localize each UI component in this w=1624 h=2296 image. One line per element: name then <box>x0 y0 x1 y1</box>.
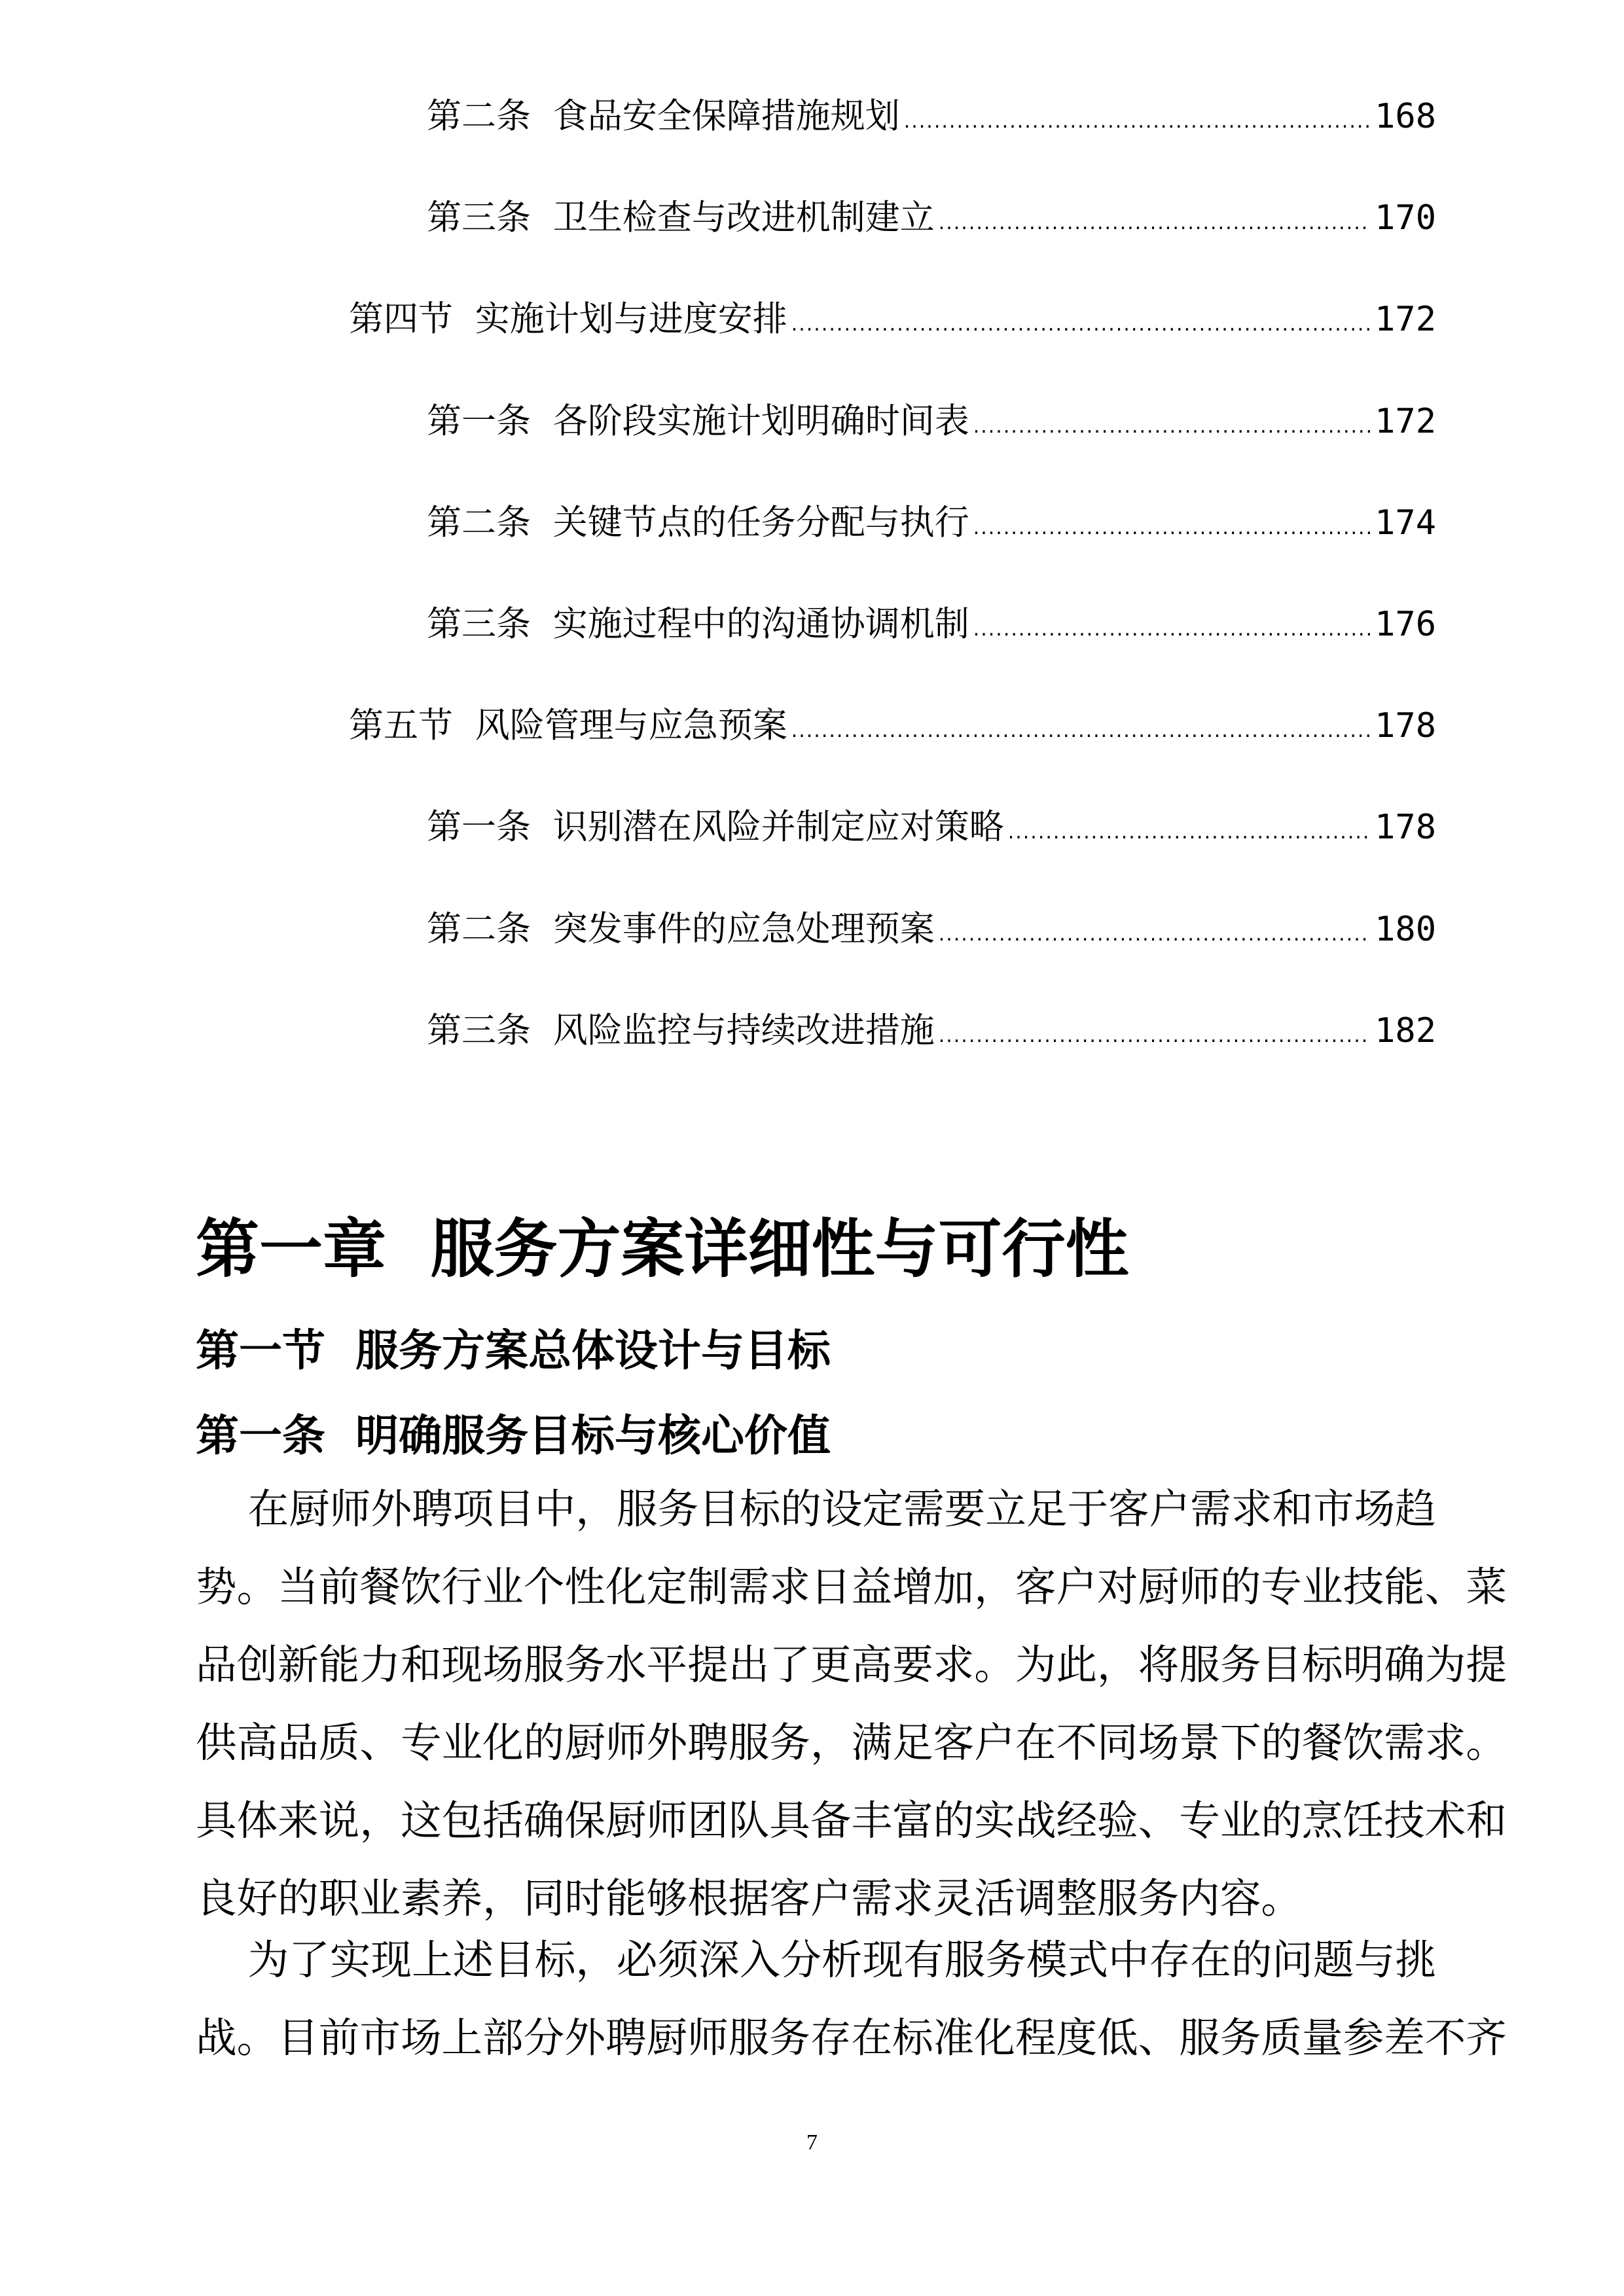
toc-leader-dots <box>973 618 1371 641</box>
toc-entry[interactable] <box>427 495 1436 541</box>
paragraph-line: 品创新能力和现场服务水平提出了更高要求。为此，将服务目标明确为提 <box>196 1641 1507 1689</box>
article-title: 第一条 明确服务目标与核心价值 <box>196 1410 831 1461</box>
toc-entry[interactable] <box>427 596 1436 642</box>
toc-leader-dots <box>791 313 1371 336</box>
toc-entry-page: 172 <box>1375 300 1436 340</box>
toc-leader-dots <box>939 923 1371 946</box>
toc-entry-label: 第二条 突发事件的应急处理预案 <box>427 908 935 949</box>
paragraph-line: 具体来说，这包括确保厨师团队具备丰富的实战经验、专业的烹饪技术和 <box>196 1797 1507 1844</box>
chapter-title: 第一章 服务方案详细性与可行性 <box>196 1212 1129 1286</box>
toc-entry-page: 174 <box>1375 503 1436 543</box>
paragraph-line: 势。当前餐饮行业个性化定制需求日益增加，客户对厨师的专业技能、菜 <box>196 1563 1507 1611</box>
toc-entry[interactable] <box>427 393 1436 439</box>
toc-entry-page: 182 <box>1375 1011 1436 1050</box>
toc-leader-dots <box>904 110 1371 133</box>
toc-entry-page: 176 <box>1375 605 1436 644</box>
paragraph-line: 良好的职业素养，同时能够根据客户需求灵活调整服务内容。 <box>196 1874 1303 1922</box>
toc-entry[interactable] <box>427 901 1436 947</box>
toc-entry-label: 第五节 风险管理与应急预案 <box>349 706 787 746</box>
paragraph-line: 在厨师外聘项目中，服务目标的设定需要立足于客户需求和市场趋 <box>196 1485 1436 1533</box>
toc-entry-label: 第二条 食品安全保障措施规划 <box>427 96 900 136</box>
toc-leader-dots <box>973 516 1371 539</box>
toc-entry-page: 178 <box>1375 706 1436 746</box>
paragraph-line: 供高品质、专业化的厨师外聘服务，满足客户在不同场景下的餐饮需求。 <box>196 1719 1507 1767</box>
toc-entry[interactable] <box>427 190 1436 236</box>
toc-entry-page: 172 <box>1375 401 1436 441</box>
toc-entry-label: 第三条 风险监控与持续改进措施 <box>427 1010 935 1050</box>
toc-leader-dots <box>939 1024 1371 1047</box>
section-title: 第一节 服务方案总体设计与目标 <box>196 1325 831 1376</box>
paragraph-line: 战。目前市场上部分外聘厨师服务存在标准化程度低、服务质量参差不齐 <box>196 2014 1507 2062</box>
toc-leader-dots <box>939 211 1371 234</box>
toc-entry-label: 第四节 实施计划与进度安排 <box>349 299 787 340</box>
toc-entry-label: 第二条 关键节点的任务分配与执行 <box>427 502 969 543</box>
toc-leader-dots <box>973 415 1371 438</box>
toc-entry-page: 178 <box>1375 808 1436 848</box>
toc-entry[interactable] <box>427 799 1436 848</box>
toc-entry[interactable] <box>427 88 1436 134</box>
toc-leader-dots <box>1008 821 1371 844</box>
toc-entry[interactable] <box>427 1003 1436 1049</box>
toc-leader-dots <box>791 719 1371 742</box>
page-number: 7 <box>806 2130 818 2155</box>
toc-entry-page: 180 <box>1375 909 1436 949</box>
toc-entry-page: 168 <box>1375 97 1436 136</box>
paragraph-line: 为了实现上述目标，必须深入分析现有服务模式中存在的问题与挑 <box>196 1936 1436 1984</box>
toc-entry-page: 170 <box>1375 198 1436 238</box>
toc-entry-label: 第一条 识别潜在风险并制定应对策略 <box>427 807 1004 848</box>
toc-entry-label: 第三条 实施过程中的沟通协调机制 <box>427 604 969 644</box>
toc-entry[interactable] <box>349 698 1436 744</box>
toc-entry-label: 第三条 卫生检查与改进机制建立 <box>427 198 935 238</box>
toc-entry-label: 第一条 各阶段实施计划明确时间表 <box>427 401 969 441</box>
toc-entry[interactable] <box>349 291 1436 340</box>
